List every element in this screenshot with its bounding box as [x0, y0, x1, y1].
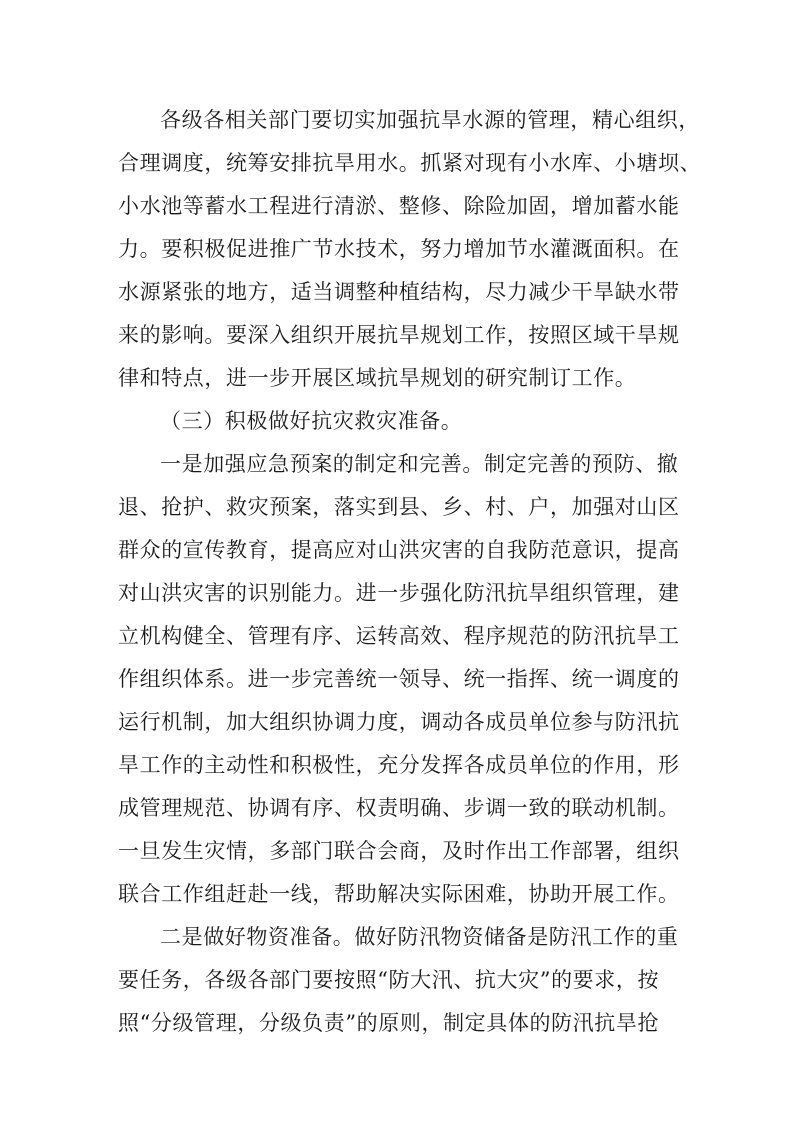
paragraph-line: 力。要积极促进推广节水技术，努力增加节水灌溉面积。在 [118, 237, 680, 261]
paragraph-line: 要任务，各级各部门要按照“防大汛、抗大灾”的要求，按 [118, 968, 660, 992]
paragraph-line: 联合工作组赶赴一线，帮助解决实际困难，协助开展工作。 [118, 882, 680, 906]
paragraph-line: 一是加强应急预案的制定和完善。制定完善的预防、撤 [160, 452, 679, 476]
paragraph-line: 合理调度，统筹安排抗旱用水。抓紧对现有小水库、小塘坝、 [118, 151, 702, 175]
paragraph-line: 律和特点，进一步开展区域抗旱规划的研究制订工作。 [118, 366, 637, 390]
paragraph-line: 退、抢护、救灾预案，落实到县、乡、村、户，加强对山区 [118, 495, 680, 519]
paragraph-line: 照“分级管理，分级负责”的原则，制定具体的防汛抗旱抢 [118, 1011, 660, 1035]
paragraph-line: 一旦发生灾情，多部门联合会商，及时作出工作部署，组织 [118, 839, 680, 863]
paragraph-line: 二是做好物资准备。做好防汛物资储备是防汛工作的重 [160, 925, 679, 949]
paragraph-line: 群众的宣传教育，提高应对山洪灾害的自我防范意识，提高 [118, 538, 680, 562]
paragraph-line: 各级各相关部门要切实加强抗旱水源的管理，精心组织， [160, 108, 700, 132]
paragraph-line: 运行机制，加大组织协调力度，调动各成员单位参与防汛抗 [118, 710, 680, 734]
paragraph-line: 小水池等蓄水工程进行清淤、整修、除险加固，增加蓄水能 [118, 194, 680, 218]
paragraph-line: 水源紧张的地方，适当调整种植结构，尽力减少干旱缺水带 [118, 280, 680, 304]
paragraph-line: 立机构健全、管理有序、运转高效、程序规范的防汛抗旱工 [118, 624, 680, 648]
paragraph-line: 来的影响。要深入组织开展抗旱规划工作，按照区域干旱规 [118, 323, 680, 347]
paragraph-line: 旱工作的主动性和积极性，充分发挥各成员单位的作用，形 [118, 753, 680, 777]
paragraph-line: 成管理规范、协调有序、权责明确、步调一致的联动机制。 [118, 796, 680, 820]
section-heading: （三）积极做好抗灾救灾准备。 [160, 409, 463, 433]
paragraph-line: 对山洪灾害的识别能力。进一步强化防汛抗旱组织管理，建 [118, 581, 680, 605]
paragraph-line: 作组织体系。进一步完善统一领导、统一指挥、统一调度的 [118, 667, 680, 691]
